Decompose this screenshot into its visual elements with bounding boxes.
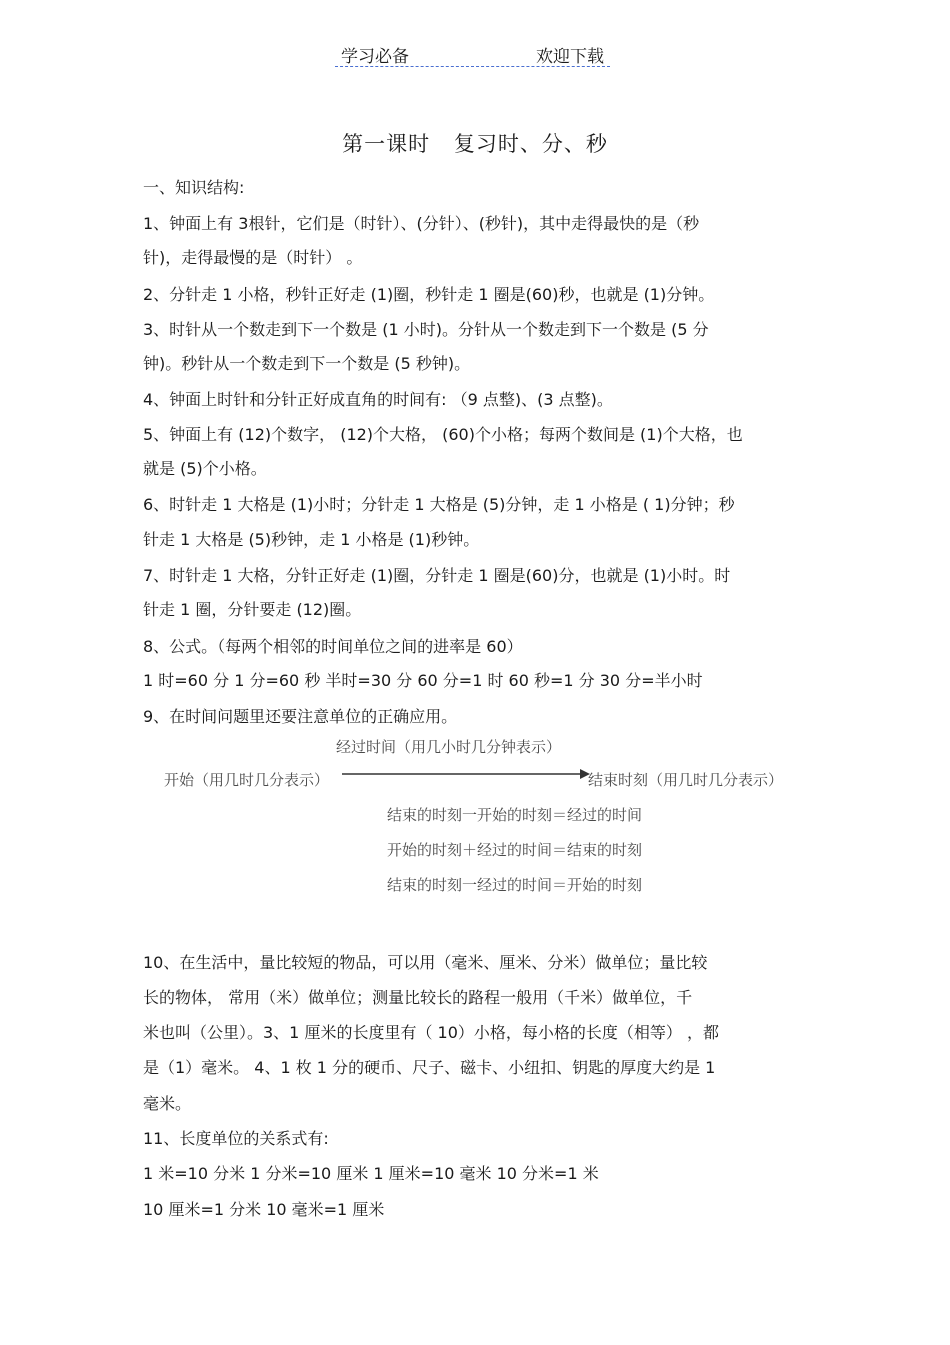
text-line: 6、时针走 1 大格是 (1)小时；分针走 1 大格是 (5)分钟，走 1 小格是 ( 1)分钟；秒 <box>143 495 735 514</box>
formula-line: 1 米=10 分米 1 分米=10 厘米 1 厘米=10 毫米 10 分米=1 米 <box>143 1164 599 1183</box>
time-diagram <box>150 730 830 900</box>
text-line: 1、钟面上有 3根针，它们是（时针）、(分针）、(秒针)，其中走得最快的是（秒 <box>143 214 700 233</box>
text-line: 5、钟面上有 (12)个数字， (12)个大格， (60)个小格；每两个数间是 (1)个大格，也 <box>143 425 743 444</box>
text-line: 9、在时间问题里还要注意单位的正确应用。 <box>143 707 458 726</box>
text-line: 钟)。秒针从一个数走到下一个数是 (5 秒钟)。 <box>143 354 471 373</box>
text-line: 11、长度单位的关系式有: <box>143 1129 329 1148</box>
diagram-formula: 结束的时刻一开始的时刻＝经过的时间 <box>387 806 643 824</box>
diagram-start-label: 开始（用几时几分表示） <box>164 771 330 789</box>
page-title: 第一课时 复习时、分、秒 <box>342 132 608 156</box>
text-line: 针)，走得最慢的是（时针） 。 <box>143 248 363 267</box>
text-line: 是（1）毫米。 4、1 枚 1 分的硬币、尺子、磁卡、小纽扣、钥匙的厚度大约是 1 <box>143 1058 716 1077</box>
text-line: 毫米。 <box>143 1094 192 1113</box>
text-line: 长的物体， 常用（米）做单位；测量比较长的路程一般用（千米）做单位，千 <box>143 988 693 1007</box>
text-line: 4、钟面上时针和分针正好成直角的时间有: （9 点整)、(3 点整)。 <box>143 390 613 409</box>
text-line: 8、公式。（每两个相邻的时间单位之间的进率是 60） <box>143 637 523 656</box>
diagram-formula: 开始的时刻＋经过的时间＝结束的时刻 <box>387 841 643 859</box>
page-header <box>335 40 610 67</box>
header-right-text: 欢迎下载 <box>536 47 604 67</box>
text-line: 3、时针从一个数走到下一个数是 (1 小时)。分针从一个数走到下一个数是 (5 分 <box>143 320 709 339</box>
text-line: 米也叫（公里）。3、1 厘米的长度里有（ 10）小格，每小格的长度（相等） ，都 <box>143 1023 719 1042</box>
formula-line: 10 厘米=1 分米 10 毫米=1 厘米 <box>143 1200 385 1219</box>
formula-line: 1 时=60 分 1 分=60 秒 半时=30 分 60 分=1 时 60 秒=1 分 30 分=半小时 <box>143 671 703 690</box>
diagram-end-label: 结束时刻（用几时几分表示） <box>588 771 784 789</box>
diagram-arrow-label: 经过时间（用几小时几分钟表示） <box>336 738 562 756</box>
text-line: 就是 (5)个小格。 <box>143 459 267 478</box>
text-line: 7、时针走 1 大格，分针正好走 (1)圈，分针走 1 圈是(60)分，也就是 (1)小时。时 <box>143 566 731 585</box>
text-line: 10、在生活中，量比较短的物品，可以用（毫米、厘米、分米）做单位；量比较 <box>143 953 708 972</box>
diagram-formula: 结束的时刻一经过的时间＝开始的时刻 <box>387 876 643 894</box>
text-line: 2、分针走 1 小格，秒针正好走 (1)圈，秒针走 1 圈是(60)秒，也就是 (1)分钟。 <box>143 285 715 304</box>
text-line: 针走 1 大格是 (5)秒钟，走 1 小格是 (1)秒钟。 <box>143 530 480 549</box>
header-left-text: 学习必备 <box>341 47 409 67</box>
section-heading: 一、知识结构: <box>143 178 245 197</box>
text-line: 针走 1 圈，分针要走 (12)圈。 <box>143 600 362 619</box>
